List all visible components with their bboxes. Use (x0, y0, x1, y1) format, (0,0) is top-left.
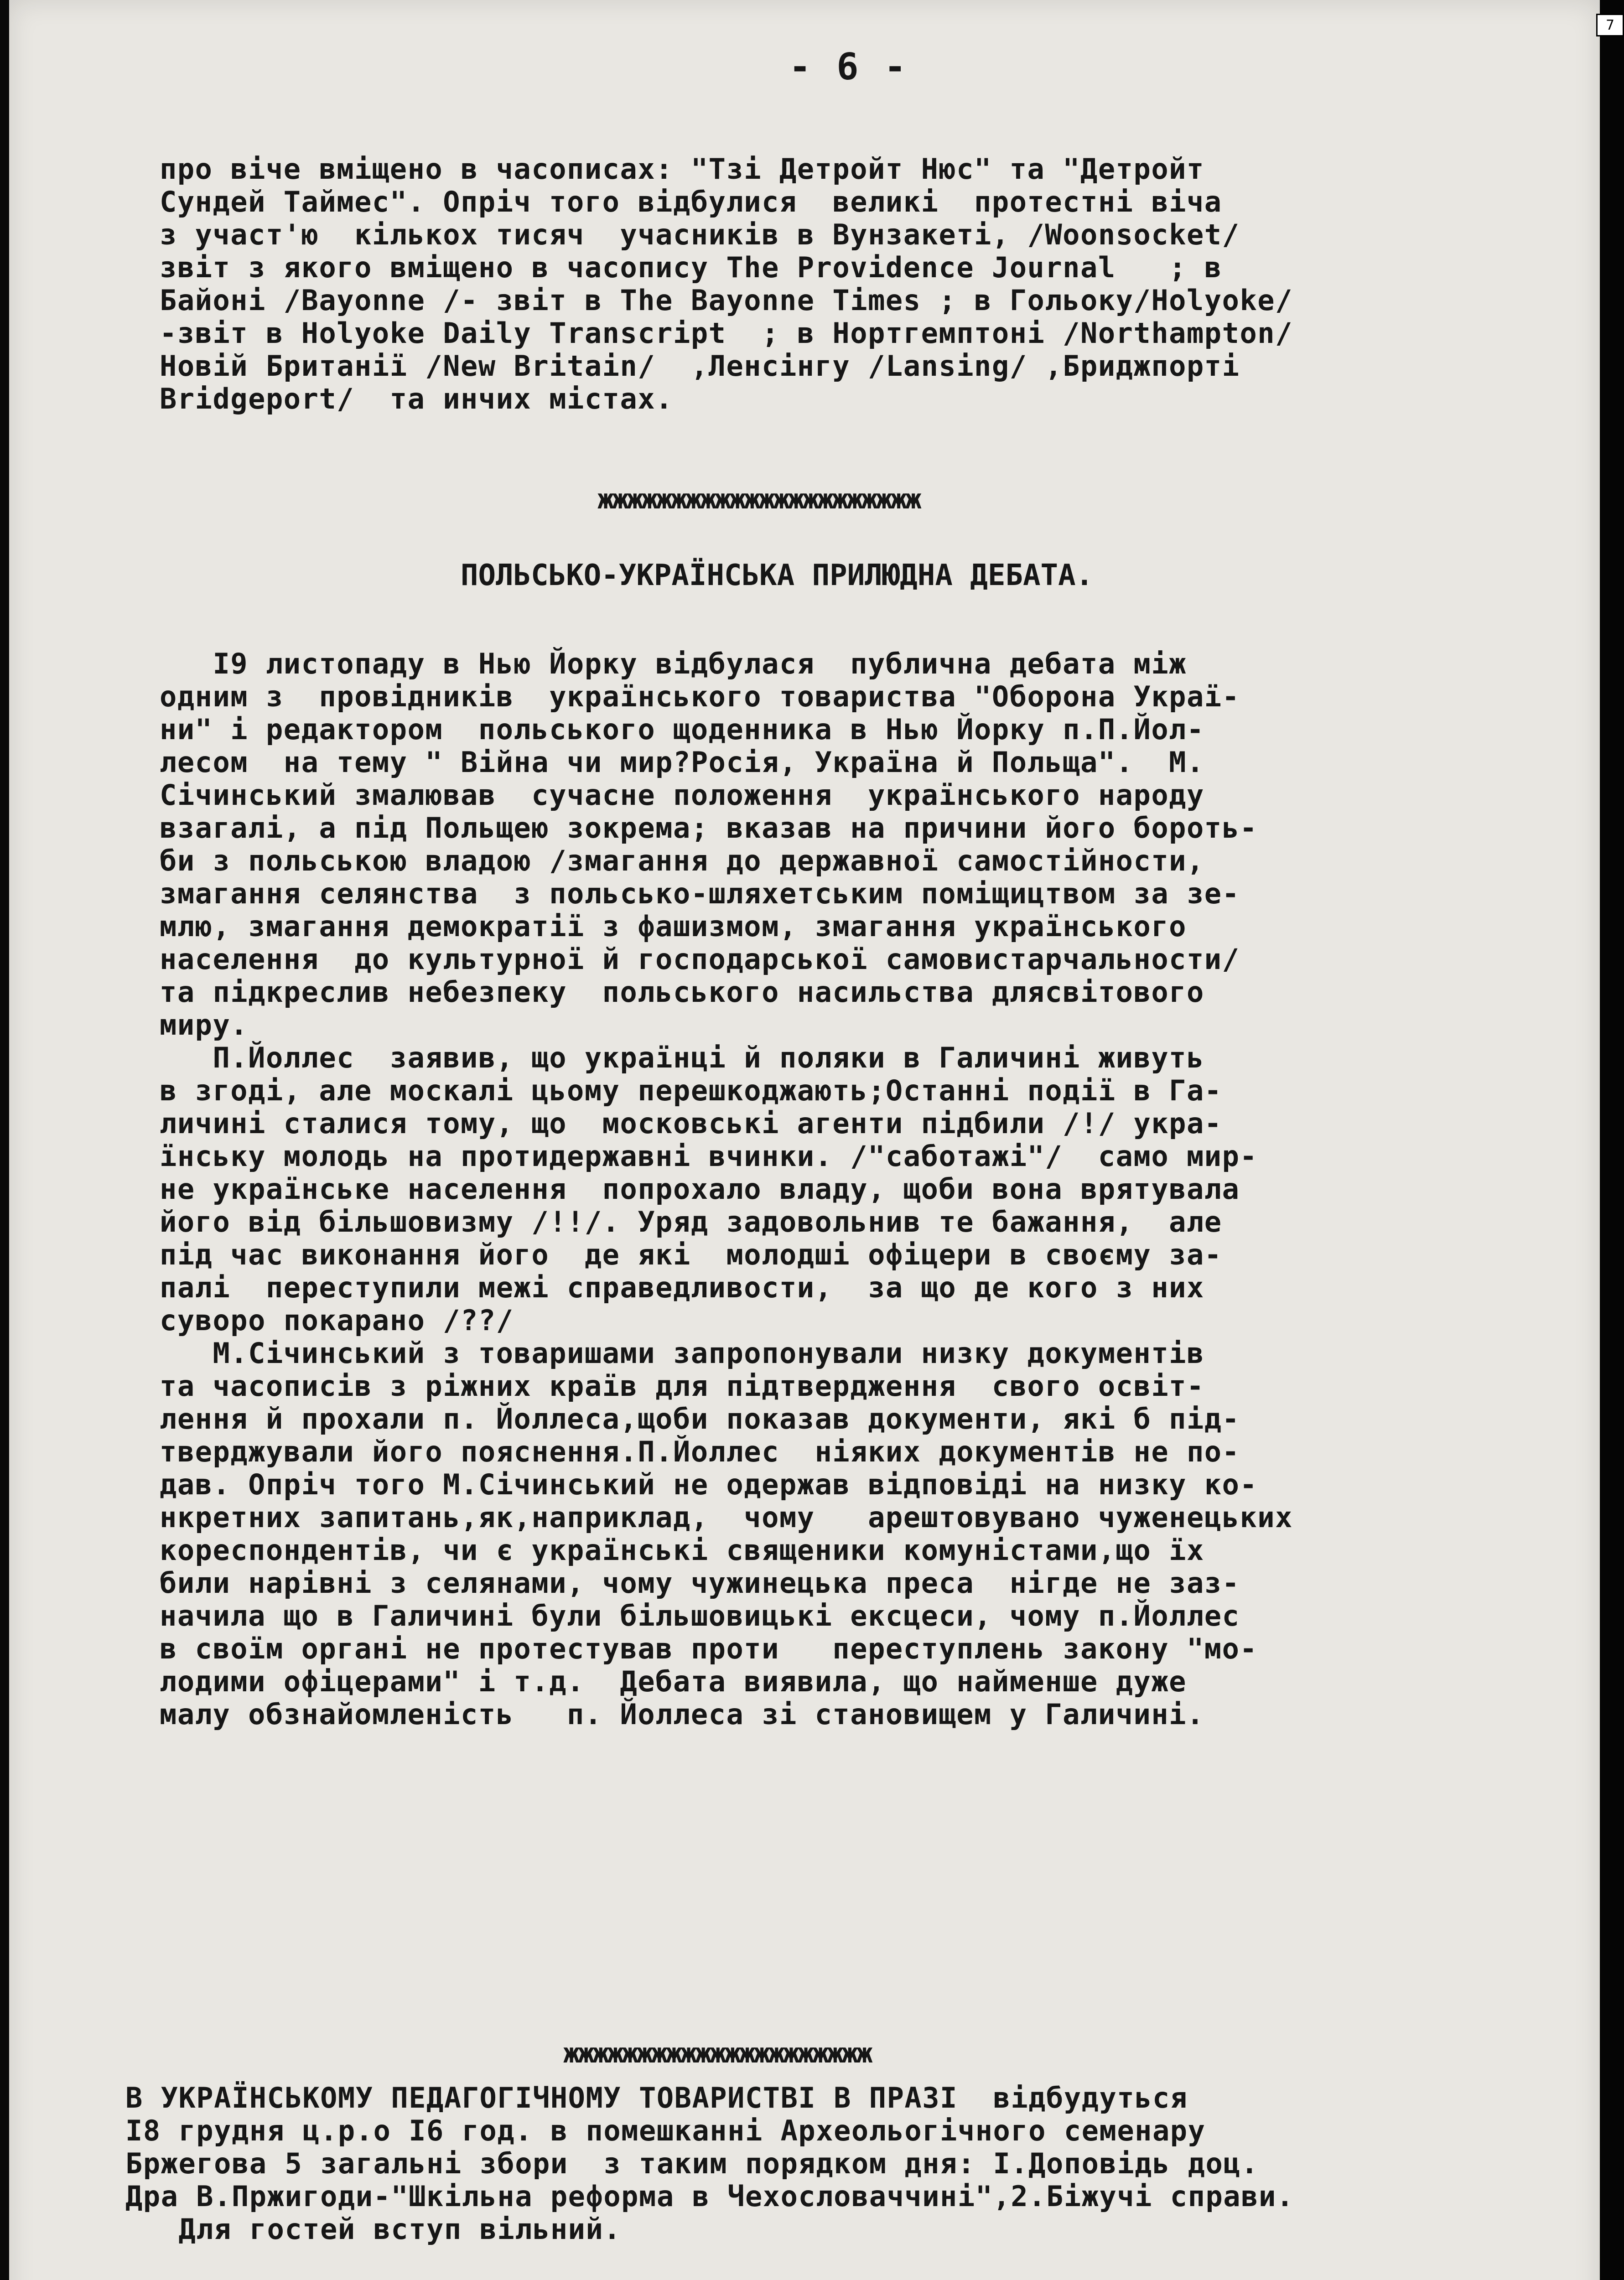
text-line: одним з провідників українського товариства "Оборона Украї- (160, 680, 1240, 713)
text-line: звіт з якого вміщено в часопису The Providence Journal ; в (160, 251, 1222, 284)
text-line: Новій Британії /New Britain/ ,Ленсінгу /Lansing/ ,Бриджпорті (160, 349, 1240, 383)
text-line: кореспондентів, чи є українські священики комуністами,що їх (160, 1534, 1204, 1567)
text-line: не українське населення попрохало владу, щоби вона врятувала (160, 1172, 1240, 1206)
typewritten-page (9, 0, 1600, 2280)
text-line: та підкреслив небезпеку польського насильства длясвітового (160, 975, 1204, 1009)
text-line: лесом на тему " Війна чи мир?Росія, Україна й Польща". М. (160, 746, 1204, 779)
text-line: Січинський змалював сучасне положення українського народу (160, 778, 1204, 812)
text-line: та часописів з ріжних країв для підтвердження свого освіт- (160, 1369, 1204, 1403)
text-line: Байоні /Bayonne /- звіт в The Bayonne Times ; в Гольоку/Holyoke/ (160, 284, 1293, 317)
text-line: начила що в Галичині були більшовицькі ексцеси, чому п.Йоллес (160, 1599, 1240, 1632)
text-line: I8 грудня ц.р.о I6 год. в помешканні Археольогічного семенару (125, 2114, 1206, 2147)
society-notice (125, 2082, 1494, 2246)
text-line: змагання селянства з польсько-шляхетським поміщицтвом за зе- (160, 877, 1240, 910)
text-line: Сундей Таймес". Опріч того відбулися великі протестні віча (160, 185, 1222, 218)
text-line: лодими офіцерами" і т.д. Дебата виявила, що найменше дуже (160, 1665, 1187, 1698)
text-line: Bridgeport/ та инчих містах. (160, 382, 673, 415)
text-line: нкретних запитань,як,наприклад, чому арештовувано чуженецьких (160, 1501, 1293, 1534)
text-line: ни" і редактором польського щоденника в Нью Йорку п.П.Йол- (160, 713, 1204, 746)
text-line: дав. Опріч того М.Січинський не одержав відповіді на низку ко- (160, 1468, 1258, 1501)
text-line: I9 листопаду в Нью Йорку відбулася публична дебата між (160, 647, 1187, 680)
text-line: би з польською владою /змагання до державної самостійности, (160, 844, 1204, 877)
separator-1: жжжжжжжжжжжжжжжжжжжжжж (597, 483, 920, 515)
text-line: населення до культурної й господарської самовистарчальности/ (160, 943, 1240, 976)
text-line: їнську молодь на протидержавні вчинки. /"саботажі"/ само мир- (160, 1140, 1258, 1173)
text-line: Бржегова 5 загальні збори з таким порядком дня: I.Доповідь доц. (125, 2147, 1259, 2180)
page-text (9, 0, 1600, 2280)
text-line: В УКРАЇНСЬКОМУ ПЕДАГОГІЧНОМУ ТОВАРИСТВІ В ПРАЗІ відбудуться (125, 2081, 1188, 2114)
text-line: в згоді, але москалі цьому перешкоджають;Останні події в Га- (160, 1074, 1222, 1107)
text-line: млю, змагання демократії з фашизмом, змагання українського (160, 910, 1187, 943)
debate-heading: ПОЛЬСЬКО-УКРАЇНСЬКА ПРИЛЮДНА ДЕБАТА. (461, 559, 1094, 592)
text-line: його від більшовизму /!!/. Уряд задовольнив те бажання, але (160, 1205, 1222, 1238)
text-line: взагалі, а під Польщею зокрема; вказав на причини його бороть- (160, 811, 1258, 845)
text-line: суворо покарано /??/ (160, 1304, 514, 1337)
text-line: з участ'ю кількох тисяч учасників в Вунзакеті, /Woonsocket/ (160, 218, 1240, 251)
text-line: били нарівні з селянами, чому чужинецька преса нігде не заз- (160, 1566, 1240, 1600)
text-line: про віче вміщено в часописах: "Тзі Детройт Нюс" та "Детройт (160, 152, 1204, 186)
text-line: миру. (160, 1008, 249, 1042)
film-edge (1600, 0, 1624, 2280)
text-line: тверджували його пояснення.П.Йоллес ніяких документів не по- (160, 1435, 1240, 1468)
text-line: Дра В.Пржигоди-"Шкільна реформа в Чехословаччині",2.Біжучі справи. (125, 2180, 1294, 2213)
frame-number: 7 (1596, 14, 1624, 36)
separator-2: жжжжжжжжжжжжжжжжжжжжж (563, 2037, 871, 2069)
intro-paragraph (160, 153, 1528, 415)
text-line: лення й прохали п. Йоллеса,щоби показав документи, які б під- (160, 1402, 1240, 1435)
page-number: - 6 - (789, 46, 908, 88)
text-line: в своїм органі не протестував проти переступлень закону "мо- (160, 1632, 1258, 1665)
text-line: М.Січинський з товаришами запропонували низку документів (160, 1337, 1204, 1370)
text-line: -звіт в Holyoke Daily Transcript ; в Нортгемптоні /Northampton/ (160, 316, 1293, 350)
text-line: малу обзнайомленість п. Йоллеса зі становищем у Галичині. (160, 1698, 1204, 1731)
text-line: личині сталися тому, що московські агенти підбили /!/ укра- (160, 1107, 1222, 1140)
text-line: під час виконання його де які молодші офіцери в своєму за- (160, 1238, 1222, 1271)
text-line: П.Йоллес заявив, що українці й поляки в Галичині живуть (160, 1041, 1204, 1074)
text-line: Для гостей вступ вільний. (125, 2213, 622, 2246)
text-line: палі переступили межі справедливости, за що де кого з них (160, 1271, 1204, 1304)
debate-article (160, 648, 1528, 1731)
